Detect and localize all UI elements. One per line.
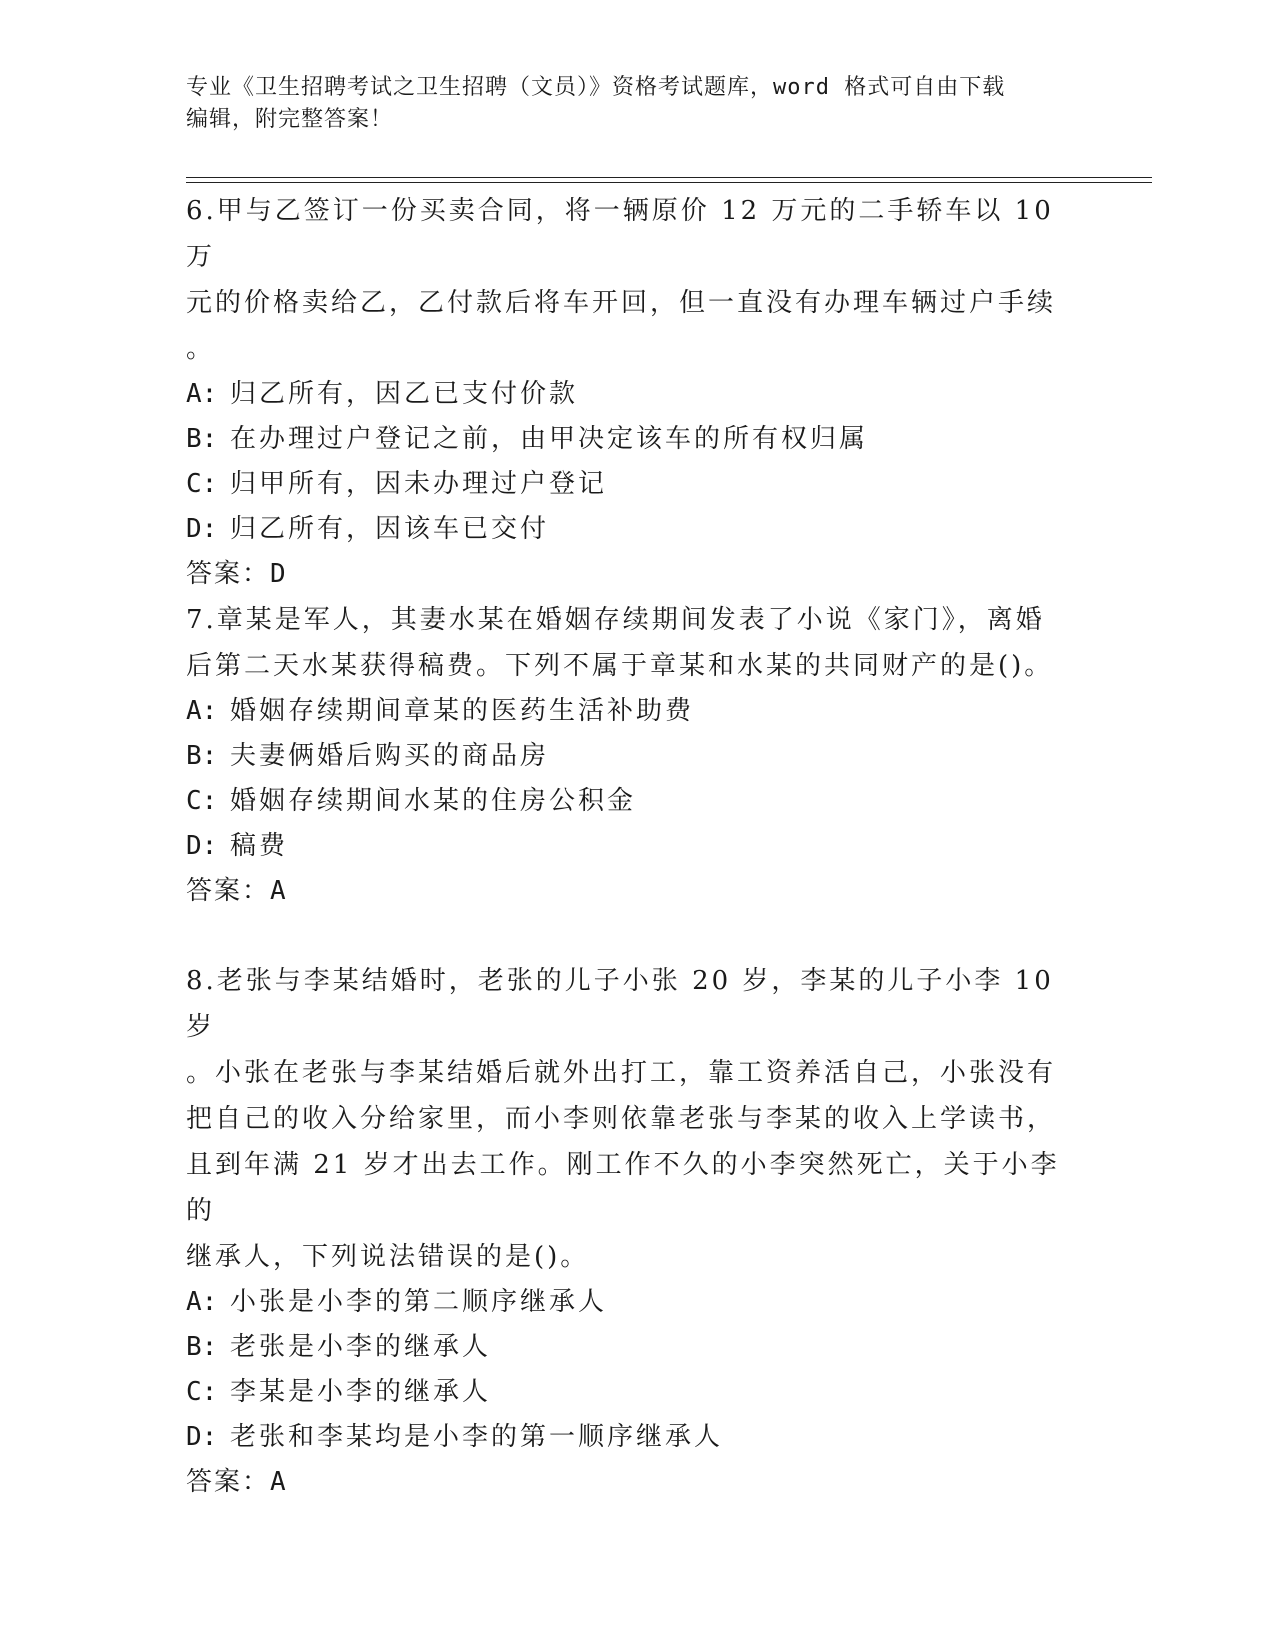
question-text-line: 8.老张与李某结婚时，老张的儿子小张 20 岁，李某的儿子小李 10 岁 [186,966,1054,1042]
option-letter: A: [186,1287,218,1317]
option-text: 夫妻俩婚后购买的商品房 [230,741,550,771]
option-text: 婚姻存续期间章某的医药生活补助费 [230,696,695,726]
option-letter: D: [186,831,218,861]
option-text: 李某是小李的继承人 [230,1377,492,1407]
option-text: 在办理过户登记之前，由甲决定该车的所有权归属 [230,424,869,454]
answer-line [186,552,1086,597]
answer-value: A [270,876,288,906]
option-a [186,1280,1086,1325]
question-text-line: 。 [186,334,216,364]
option-text: 归甲所有，因未办理过户登记 [230,469,608,499]
question-text-line: 元的价格卖给乙，乙付款后将车开回，但一直没有办理车辆过户手续 [186,288,1057,318]
option-letter: A: [186,696,218,726]
answer-value: D [270,559,288,589]
answer-label: 答案： [186,559,271,589]
option-letter: B: [186,741,218,771]
option-text: 老张和李某均是小李的第一顺序继承人 [230,1422,724,1452]
option-c [186,462,1086,507]
option-d [186,1415,1086,1460]
option-d [186,507,1086,552]
option-text: 归乙所有，因乙已支付价款 [230,379,579,409]
option-a [186,689,1086,734]
option-text: 归乙所有，因该车已交付 [230,514,550,544]
option-d [186,824,1086,869]
option-b [186,1325,1086,1370]
question-text-line: 。小张在老张与李某结婚后就外出打工，靠工资养活自己，小张没有 [186,1058,1057,1088]
question-7 [186,597,1086,914]
option-letter: C: [186,469,218,499]
option-c [186,779,1086,824]
document-header [186,72,1076,136]
header-divider-top [186,177,1152,178]
question-text-line: 把自己的收入分给家里，而小李则依靠老张与李某的收入上学读书， [186,1104,1057,1134]
question-text-line: 继承人，下列说法错误的是()。 [186,1242,590,1272]
question-text-line: 且到年满 21 岁才出去工作。刚工作不久的小李突然死亡，关于小李的 [186,1150,1060,1226]
header-line-1: 专业《卫生招聘考试之卫生招聘（文员）》资格考试题库，word 格式可自由下载 [186,75,1006,100]
option-letter: C: [186,1377,218,1407]
header-divider-bottom [186,182,1152,183]
option-text: 老张是小李的继承人 [230,1332,492,1362]
answer-label: 答案： [186,1467,271,1497]
answer-line [186,1460,1086,1505]
option-letter: A: [186,379,218,409]
option-text: 婚姻存续期间水某的住房公积金 [230,786,637,816]
question-text-line: 后第二天水某获得稿费。下列不属于章某和水某的共同财产的是()。 [186,651,1054,681]
answer-value: A [270,1467,288,1497]
question-text-line: 7.章某是军人，其妻水某在婚姻存续期间发表了小说《家门》，离婚 [186,605,1045,635]
option-letter: B: [186,1332,218,1362]
answer-line [186,869,1086,914]
option-c [186,1370,1086,1415]
question-text-line: 6.甲与乙签订一份买卖合同，将一辆原价 12 万元的二手轿车以 10 万 [186,196,1054,272]
option-a [186,372,1086,417]
answer-label: 答案： [186,876,271,906]
option-b [186,734,1086,779]
header-line-2: 编辑，附完整答案！ [186,107,394,132]
option-b [186,417,1086,462]
option-letter: D: [186,1422,218,1452]
option-text: 稿费 [230,831,289,861]
option-letter: C: [186,786,218,816]
question-6 [186,188,1086,597]
option-text: 小张是小李的第二顺序继承人 [230,1287,608,1317]
option-letter: B: [186,424,218,454]
question-8 [186,958,1086,1505]
option-letter: D: [186,514,218,544]
